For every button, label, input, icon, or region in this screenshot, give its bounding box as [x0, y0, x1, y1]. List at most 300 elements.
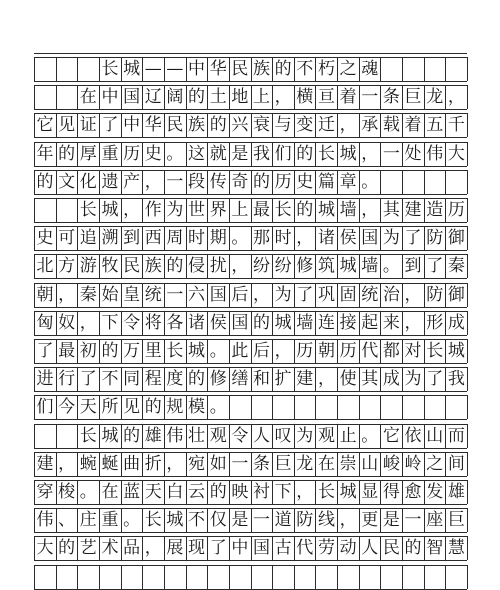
essay-character: 墙	[296, 312, 314, 333]
essay-character: 在	[317, 453, 335, 474]
essay-character: 一	[382, 143, 400, 164]
essay-character: 的	[404, 538, 422, 559]
essay-character: 山	[426, 425, 444, 446]
essay-character: 长	[166, 341, 184, 361]
essay-character: ，	[404, 284, 422, 305]
essay-character: 的	[188, 87, 206, 108]
grid-column-line	[380, 565, 381, 589]
essay-character: 今	[58, 397, 76, 418]
grid-column-line	[467, 198, 468, 222]
essay-character: 长	[317, 143, 335, 164]
essay-character: 一	[231, 453, 249, 474]
essay-character: 间	[447, 453, 465, 474]
grid-column-line	[251, 565, 252, 589]
essay-character: 程	[144, 369, 162, 390]
essay-character: 峻	[382, 453, 400, 474]
essay-character: 上	[253, 87, 270, 108]
essay-character: ，	[361, 200, 379, 220]
title-character: 民	[231, 59, 249, 79]
grid-column-line	[467, 424, 468, 448]
essay-character: 朝	[36, 284, 54, 305]
essay-character: 梭	[58, 482, 76, 502]
essay-character: 显	[361, 482, 379, 502]
essay-character: ，	[274, 87, 292, 108]
essay-character: 时	[274, 228, 292, 249]
grid-column-line	[142, 565, 143, 589]
essay-character: 城	[339, 143, 357, 164]
essay-character: 里	[144, 341, 162, 361]
essay-character: ，	[339, 115, 357, 136]
essay-character: 衰	[253, 115, 270, 136]
essay-character: 的	[253, 312, 270, 333]
essay-character: 墙	[361, 256, 379, 277]
essay-character: 对	[404, 341, 422, 361]
essay-character: 条	[382, 87, 400, 108]
grid-column-line	[272, 565, 273, 589]
title-character: 中	[188, 59, 206, 79]
essay-character: 之	[426, 453, 444, 474]
essay-character: ，	[58, 284, 76, 305]
grid-column-line	[467, 113, 468, 137]
essay-character: ，	[296, 228, 314, 249]
essay-character: 防	[426, 284, 444, 305]
title-character: —	[144, 59, 162, 79]
essay-character: 民	[382, 538, 400, 559]
essay-character: 了	[209, 538, 227, 559]
essay-character: 秦	[447, 256, 465, 277]
grid-column-line	[467, 480, 468, 504]
grid-column-line	[359, 395, 360, 419]
grid-column-line	[445, 565, 446, 589]
essay-character: 连	[317, 312, 335, 333]
essay-character: 雄	[144, 425, 162, 446]
essay-character: 处	[404, 143, 422, 164]
essay-character: 就	[209, 143, 227, 164]
grid-column-line	[445, 170, 446, 194]
essay-character: 厚	[79, 143, 97, 164]
grid-column-line	[467, 170, 468, 194]
grid-column-line	[315, 565, 316, 589]
essay-character: 产	[123, 171, 141, 192]
grid-column-line	[56, 85, 57, 109]
essay-character: 条	[253, 453, 270, 474]
essay-character: ，	[231, 256, 249, 277]
essay-character: 发	[426, 482, 444, 502]
essay-character: 民	[123, 256, 141, 277]
essay-character: 了	[79, 369, 97, 390]
essay-character: 城	[317, 200, 335, 220]
essay-character: 了	[426, 256, 444, 277]
essay-character: 历	[447, 200, 465, 220]
essay-character: 大	[447, 143, 465, 164]
essay-character: 行	[58, 369, 76, 390]
essay-character: 模	[188, 397, 206, 418]
essay-character: 固	[339, 284, 357, 305]
essay-character: 的	[188, 369, 206, 390]
essay-character: 重	[101, 143, 119, 164]
essay-character: 我	[447, 369, 465, 390]
grid-column-line	[34, 198, 35, 222]
grid-column-line	[164, 565, 165, 589]
grid-column-line	[99, 565, 100, 589]
essay-character: 人	[361, 538, 379, 559]
essay-character: 们	[36, 397, 54, 418]
grid-row-line	[34, 589, 467, 590]
essay-character: 历	[339, 341, 357, 361]
essay-character: 穿	[36, 482, 54, 502]
essay-character: 长	[79, 425, 97, 446]
essay-character: 不	[101, 369, 119, 390]
essay-character: 代	[296, 538, 314, 559]
grid-column-line	[467, 85, 468, 109]
essay-character: 一	[361, 87, 379, 108]
essay-character: 奇	[231, 171, 249, 192]
essay-character: 一	[404, 510, 422, 531]
essay-character: 筑	[317, 256, 335, 277]
grid-column-line	[467, 452, 468, 476]
grid-column-line	[424, 57, 425, 81]
title-character: 族	[253, 59, 270, 79]
title-character: 长	[101, 59, 119, 79]
grid-column-line	[34, 424, 35, 448]
essay-character: 庄	[79, 510, 97, 531]
essay-character: 起	[361, 312, 379, 333]
essay-character: 其	[382, 200, 400, 220]
essay-character: 纷	[253, 256, 270, 277]
essay-character: 令	[123, 312, 141, 333]
essay-character: 后	[231, 284, 249, 305]
essay-character: 了	[404, 228, 422, 249]
essay-character: 追	[79, 228, 97, 249]
essay-character: ，	[361, 143, 379, 164]
essay-character: 龙	[296, 453, 314, 474]
essay-character: 折	[144, 453, 162, 474]
essay-character: 统	[144, 284, 162, 305]
essay-character: 蓝	[123, 482, 141, 502]
essay-character: 方	[58, 256, 76, 277]
essay-character: 线	[317, 510, 335, 531]
essay-character: 纷	[274, 256, 292, 277]
essay-character: 化	[79, 171, 97, 192]
essay-character: 年	[36, 143, 54, 164]
essay-character: 天	[144, 482, 162, 502]
essay-character: 承	[361, 115, 379, 136]
essay-character: 所	[101, 397, 119, 418]
grid-column-line	[467, 226, 468, 250]
essay-character: 那	[253, 228, 270, 249]
essay-character: 止	[339, 425, 357, 446]
essay-character: 侵	[188, 256, 206, 277]
essay-character: 了	[36, 341, 54, 361]
grid-column-line	[77, 565, 78, 589]
essay-character: 。	[382, 256, 400, 277]
essay-character: 历	[296, 341, 314, 361]
essay-character: 宛	[188, 453, 206, 474]
essay-character: 城	[339, 482, 357, 502]
essay-character: 长	[274, 200, 292, 220]
essay-character: 诸	[188, 312, 206, 333]
essay-character: 国	[253, 538, 270, 559]
essay-character: 治	[382, 284, 400, 305]
essay-character: 修	[296, 256, 314, 277]
essay-character: ，	[339, 510, 357, 531]
essay-character: 中	[231, 538, 249, 559]
essay-character: 始	[101, 284, 119, 305]
essay-character: 段	[188, 171, 206, 192]
essay-character: 白	[166, 482, 184, 502]
grid-column-line	[56, 424, 57, 448]
essay-character: 接	[339, 312, 357, 333]
essay-character: 界	[209, 200, 227, 220]
grid-column-line	[467, 339, 468, 363]
essay-character: 匈	[36, 312, 54, 333]
essay-character: 建	[296, 369, 314, 390]
essay-character: 愈	[404, 482, 422, 502]
essay-character: 云	[188, 482, 206, 502]
essay-character: 而	[447, 425, 465, 446]
grid-column-line	[251, 395, 252, 419]
essay-character: 使	[339, 369, 357, 390]
essay-character: 令	[231, 425, 249, 446]
title-character: 华	[209, 59, 227, 79]
essay-character: 古	[274, 538, 292, 559]
grid-column-line	[337, 565, 338, 589]
essay-character: 品	[123, 538, 141, 559]
essay-character: 中	[101, 87, 119, 108]
essay-character: 防	[426, 228, 444, 249]
essay-character: 慧	[447, 538, 465, 559]
essay-character: 。	[79, 482, 97, 502]
grid-column-line	[77, 57, 78, 81]
essay-character: 史	[36, 228, 54, 249]
essay-character: 的	[209, 482, 227, 502]
essay-character: 巨	[404, 87, 422, 108]
essay-character: 载	[382, 115, 400, 136]
essay-character: 劳	[317, 538, 335, 559]
essay-character: 长	[144, 510, 162, 531]
essay-character: 西	[144, 228, 162, 249]
essay-character: 侯	[339, 228, 357, 249]
grid-column-line	[424, 395, 425, 419]
essay-character: 智	[426, 538, 444, 559]
essay-character: 是	[382, 510, 400, 531]
essay-character: 。	[209, 397, 227, 418]
essay-character: 的	[36, 171, 54, 192]
essay-character: ，	[253, 284, 270, 305]
essay-character: 到	[123, 228, 141, 249]
essay-character: 建	[404, 200, 422, 220]
essay-character: 仅	[209, 510, 227, 531]
essay-character: 变	[296, 115, 314, 136]
essay-character: 族	[144, 256, 162, 277]
essay-character: 观	[209, 425, 227, 446]
essay-character: 规	[166, 397, 184, 418]
essay-character: 山	[361, 453, 379, 474]
essay-character: 座	[426, 510, 444, 531]
essay-character: ，	[166, 453, 184, 474]
essay-character: 曲	[123, 453, 141, 474]
essay-character: ，	[274, 341, 292, 361]
essay-character: 道	[274, 510, 292, 531]
title-character: 之	[339, 59, 357, 79]
essay-character: 扩	[274, 369, 292, 390]
grid-column-line	[272, 395, 273, 419]
essay-character: 游	[79, 256, 97, 277]
grid-column-line	[402, 57, 403, 81]
essay-character: 城	[339, 256, 357, 277]
essay-character: 修	[209, 369, 227, 390]
essay-character: 史	[296, 171, 314, 192]
essay-character: 雄	[447, 482, 465, 502]
essay-character: ，	[144, 538, 162, 559]
essay-character: 。	[209, 341, 227, 361]
grid-column-line	[467, 367, 468, 391]
grid-column-line	[402, 395, 403, 419]
essay-character: 为	[382, 228, 400, 249]
grid-column-line	[467, 536, 468, 560]
essay-character: 形	[426, 312, 444, 333]
essay-character: 国	[123, 87, 141, 108]
essay-character: 。	[166, 143, 184, 164]
essay-character: 的	[123, 425, 141, 446]
essay-character: 见	[123, 397, 141, 418]
essay-character: 来	[382, 312, 400, 333]
essay-character: 章	[339, 171, 357, 192]
title-character: 的	[274, 59, 292, 79]
essay-character: 兴	[231, 115, 249, 136]
essay-character: 秦	[79, 284, 97, 305]
essay-character: 动	[339, 538, 357, 559]
grid-column-line	[467, 508, 468, 532]
essay-character: 国	[361, 228, 379, 249]
grid-column-line	[445, 57, 446, 81]
grid-column-line	[207, 565, 208, 589]
essay-character: 了	[101, 115, 119, 136]
essay-character: 叹	[274, 425, 292, 446]
essay-character: 它	[382, 425, 400, 446]
essay-character: 岭	[404, 453, 422, 474]
essay-character: 城	[274, 312, 292, 333]
essay-character: 为	[274, 284, 292, 305]
essay-character: 。	[361, 425, 379, 446]
essay-character: 可	[58, 228, 76, 249]
essay-character: 们	[274, 143, 292, 164]
essay-character: 篇	[317, 171, 335, 192]
essay-character: 。	[361, 171, 379, 192]
essay-character: 大	[36, 538, 54, 559]
essay-character: 现	[188, 538, 206, 559]
essay-character: 五	[426, 115, 444, 136]
essay-character: 和	[253, 369, 270, 390]
essay-character: 的	[296, 143, 314, 164]
essay-character: 奴	[58, 312, 76, 333]
essay-character: 一	[253, 510, 270, 531]
essay-character: 土	[209, 87, 227, 108]
grid-column-line	[34, 565, 35, 589]
essay-character: 它	[36, 115, 54, 136]
grid-column-line	[467, 311, 468, 335]
essay-character: 的	[58, 143, 76, 164]
grid-column-line	[467, 565, 468, 589]
grid-column-line	[229, 395, 230, 419]
essay-character: 辽	[144, 87, 162, 108]
essay-character: 中	[123, 115, 141, 136]
essay-character: 最	[253, 200, 270, 220]
essay-character: 在	[79, 87, 97, 108]
essay-character: 为	[404, 369, 422, 390]
essay-character: 巨	[447, 510, 465, 531]
grid-column-line	[467, 283, 468, 307]
essay-character: 族	[188, 115, 206, 136]
essay-character: 人	[253, 425, 270, 446]
essay-character: ，	[58, 453, 76, 474]
essay-character: 的	[296, 200, 314, 220]
essay-character: 防	[296, 510, 314, 531]
essay-character: 蜿	[79, 453, 97, 474]
grid-column-line	[467, 395, 468, 419]
title-character: 魂	[361, 59, 379, 79]
essay-character: 为	[166, 200, 184, 220]
essay-character: 长	[79, 200, 97, 220]
essay-character: 文	[58, 171, 76, 192]
essay-character: 一	[166, 171, 184, 192]
essay-character: 都	[382, 341, 400, 361]
grid-column-line	[402, 170, 403, 194]
essay-character: 衬	[253, 482, 270, 502]
essay-character: ，	[447, 87, 465, 108]
essay-character: 迁	[317, 115, 335, 136]
grid-column-line	[402, 565, 403, 589]
essay-character: 如	[209, 453, 227, 474]
essay-character: 缮	[231, 369, 249, 390]
essay-character: 时	[188, 228, 206, 249]
title-character: —	[166, 59, 184, 79]
essay-character: 度	[166, 369, 184, 390]
essay-character: 观	[317, 425, 335, 446]
essay-character: 初	[79, 341, 97, 361]
grid-column-line	[380, 395, 381, 419]
essay-character: 期	[209, 228, 227, 249]
essay-character: 后	[253, 341, 270, 361]
essay-character: 为	[296, 425, 314, 446]
essay-character: 依	[404, 425, 422, 446]
grid-column-line	[424, 565, 425, 589]
essay-character: 蜒	[101, 453, 119, 474]
essay-character: 民	[166, 115, 184, 136]
essay-character: ，	[296, 482, 314, 502]
essay-character: 成	[447, 312, 465, 333]
essay-character: ，	[79, 312, 97, 333]
grid-column-line	[34, 85, 35, 109]
essay-character: 遗	[101, 171, 119, 192]
essay-character: 史	[144, 143, 162, 164]
essay-character: 一	[166, 284, 184, 305]
essay-character: 历	[123, 143, 141, 164]
essay-character: 皇	[123, 284, 141, 305]
essay-character: 巨	[274, 453, 292, 474]
grid-column-line	[467, 142, 468, 166]
essay-character: 了	[426, 369, 444, 390]
essay-character: 、	[58, 510, 76, 531]
essay-character: 映	[231, 482, 249, 502]
essay-character: 世	[188, 200, 206, 220]
essay-character: 造	[426, 200, 444, 220]
essay-character: 上	[231, 200, 249, 220]
essay-character: 亘	[317, 87, 335, 108]
essay-character: 周	[166, 228, 184, 249]
essay-character: 传	[209, 171, 227, 192]
essay-character: 城	[166, 510, 184, 531]
